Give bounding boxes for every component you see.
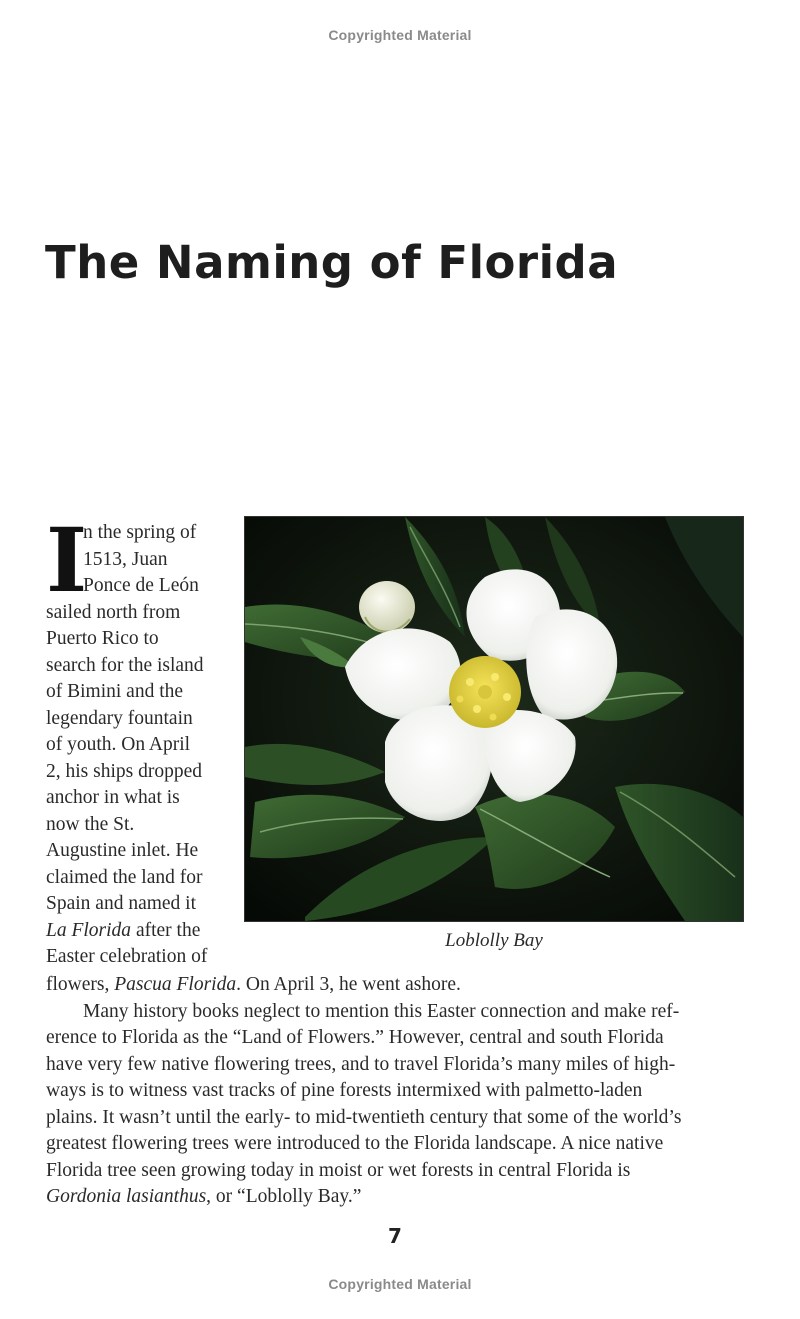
intro-line: Spain and named it xyxy=(46,893,197,914)
intro-line: 1513, Juan xyxy=(83,548,168,570)
intro-line: claimed the land for xyxy=(46,866,203,888)
intro-line: Ponce de León xyxy=(83,575,199,596)
body-line: ways is to witness vast tracks of pine forests intermixed with palmetto-laden xyxy=(46,1080,643,1101)
intro-line: now the St. xyxy=(46,813,135,835)
intro-line: sailed north from xyxy=(46,601,181,623)
body-line: Florida tree seen growing today in moist or wet forests in central Florida is xyxy=(46,1159,631,1181)
body-line: Many history books neglect to mention this Easter connection and make ref- xyxy=(83,1000,680,1022)
intro-line: of youth. On April xyxy=(46,734,191,755)
intro-line: Puerto Rico to xyxy=(46,628,159,649)
chapter-title: The Naming of Florida xyxy=(45,236,619,289)
intro-line: n the spring of xyxy=(83,522,197,543)
text-segment: , or “Loblolly Bay.” xyxy=(206,1186,362,1207)
text-segment: flowers, xyxy=(46,974,115,995)
intro-line-rest: after the xyxy=(131,919,201,941)
text-segment: . On April 3, he went ashore. xyxy=(236,974,461,995)
intro-line: 2, his ships dropped xyxy=(46,760,202,782)
drop-cap: I xyxy=(46,508,88,612)
body-line: plains. It wasn’t until the early- to mid-twentieth century that some of the world’s xyxy=(46,1106,682,1128)
intro-line: legendary fountain xyxy=(46,707,193,729)
body-line: greatest flowering trees were introduced to the Florida landscape. A nice native xyxy=(46,1133,664,1154)
intro-line: anchor in what is xyxy=(46,787,180,808)
copyright-watermark-top: Copyrighted Material xyxy=(328,27,472,43)
body-line xyxy=(46,972,746,999)
italic-name-la-florida: La Florida xyxy=(46,919,132,941)
body-line xyxy=(46,1184,746,1211)
body-text xyxy=(46,972,746,1211)
intro-line: of Bimini and the xyxy=(46,681,184,702)
italic-name-gordonia: Gordonia lasianthus xyxy=(46,1186,207,1207)
italic-name-pascua-florida: Pascua Florida xyxy=(114,974,237,995)
intro-line: search for the island xyxy=(46,654,204,676)
photo-caption: Loblolly Bay xyxy=(445,930,543,951)
body-line: erence to Florida as the “Land of Flowers.” However, central and south Florida xyxy=(46,1027,664,1048)
page-number: 7 xyxy=(388,1224,402,1248)
intro-line: Augustine inlet. He xyxy=(46,840,199,861)
intro-line: Easter celebration of xyxy=(46,946,208,967)
copyright-watermark-bottom: Copyrighted Material xyxy=(328,1276,472,1292)
intro-line xyxy=(46,918,236,945)
body-line: have very few native flowering trees, and to travel Florida’s many miles of high- xyxy=(46,1053,676,1075)
loblolly-bay-photo xyxy=(244,516,744,922)
intro-column xyxy=(46,508,236,971)
